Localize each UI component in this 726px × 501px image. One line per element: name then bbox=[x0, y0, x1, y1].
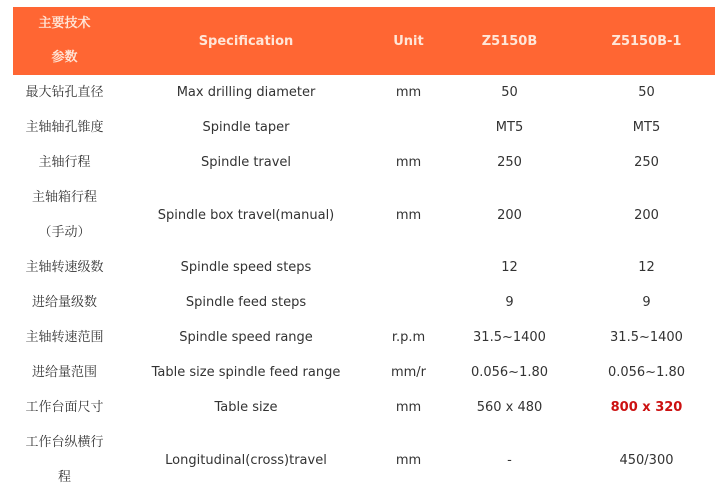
row-model-b: MT5 bbox=[632, 120, 661, 135]
row-unit: mm bbox=[395, 85, 422, 100]
row-zh: 主轴箱行程（手动） bbox=[31, 190, 97, 240]
row-model-a: 31.5~1400 bbox=[473, 330, 546, 345]
row-unit: mm bbox=[395, 452, 422, 468]
table-row bbox=[13, 425, 715, 495]
row-model-b: 450/300 bbox=[619, 452, 674, 468]
row-zh: 工作台面尺寸 bbox=[25, 400, 104, 415]
row-model-b: 12 bbox=[638, 260, 655, 275]
table-row bbox=[13, 145, 715, 180]
table-row bbox=[13, 180, 715, 250]
header-row bbox=[13, 7, 715, 75]
row-spec: Spindle speed steps bbox=[180, 260, 312, 275]
row-spec: Max drilling diameter bbox=[176, 85, 316, 100]
table-row bbox=[13, 110, 715, 145]
row-unit: mm bbox=[395, 400, 422, 415]
row-model-a: 9 bbox=[505, 295, 514, 310]
row-model-b: 50 bbox=[638, 85, 655, 100]
spec-table bbox=[13, 7, 715, 495]
table-row bbox=[13, 250, 715, 285]
header-model-b: Z5150B-1 bbox=[578, 7, 715, 75]
table-row bbox=[13, 390, 715, 425]
row-model-a: 12 bbox=[501, 260, 518, 275]
row-unit: mm/r bbox=[390, 365, 427, 380]
table-row bbox=[13, 75, 715, 110]
header-unit: Unit bbox=[376, 7, 441, 75]
header-specification: Specification bbox=[116, 7, 376, 75]
row-unit bbox=[376, 110, 441, 145]
table-row bbox=[13, 320, 715, 355]
row-unit: mm bbox=[395, 207, 422, 223]
row-model-a: - bbox=[507, 452, 512, 468]
row-model-b: 0.056~1.80 bbox=[607, 365, 686, 380]
row-model-b: 9 bbox=[642, 295, 651, 310]
row-zh: 最大钻孔直径 bbox=[25, 85, 104, 100]
row-unit: mm bbox=[395, 155, 422, 170]
row-unit bbox=[376, 285, 441, 320]
row-zh: 工作台纵横行程 bbox=[25, 435, 104, 485]
row-model-a: MT5 bbox=[495, 120, 524, 135]
row-spec: Spindle feed steps bbox=[185, 295, 307, 310]
row-spec: Spindle speed range bbox=[179, 330, 313, 345]
row-zh: 主轴转速级数 bbox=[25, 260, 104, 275]
row-zh: 进给量级数 bbox=[31, 295, 97, 310]
row-zh: 进给量范围 bbox=[31, 365, 97, 380]
row-model-a: 0.056~1.80 bbox=[470, 365, 549, 380]
row-zh: 主轴行程 bbox=[38, 155, 91, 170]
row-spec: Table size spindle feed range bbox=[151, 365, 341, 380]
table-row bbox=[13, 285, 715, 320]
table-row bbox=[13, 355, 715, 390]
row-model-a: 200 bbox=[497, 207, 522, 223]
row-model-b: 250 bbox=[634, 155, 659, 170]
row-spec: Longitudinal(cross)travel bbox=[165, 452, 327, 468]
row-model-b: 31.5~1400 bbox=[610, 330, 683, 345]
row-model-b-highlight: 800 x 320 bbox=[610, 400, 683, 415]
row-model-a: 50 bbox=[501, 85, 518, 100]
row-model-a: 250 bbox=[497, 155, 522, 170]
row-spec: Table size bbox=[214, 400, 278, 415]
row-spec: Spindle travel bbox=[200, 155, 292, 170]
row-zh: 主轴轴孔锥度 bbox=[25, 120, 104, 135]
row-unit bbox=[376, 250, 441, 285]
header-zh: 主要技术参数 bbox=[13, 7, 116, 75]
header-model-a: Z5150B bbox=[441, 7, 578, 75]
row-spec: Spindle taper bbox=[202, 120, 290, 135]
row-model-b: 200 bbox=[634, 207, 659, 223]
row-model-a: 560 x 480 bbox=[476, 400, 543, 415]
row-unit: r.p.m bbox=[391, 330, 426, 345]
row-spec: Spindle box travel(manual) bbox=[157, 207, 335, 223]
row-zh: 主轴转速范围 bbox=[25, 330, 104, 345]
